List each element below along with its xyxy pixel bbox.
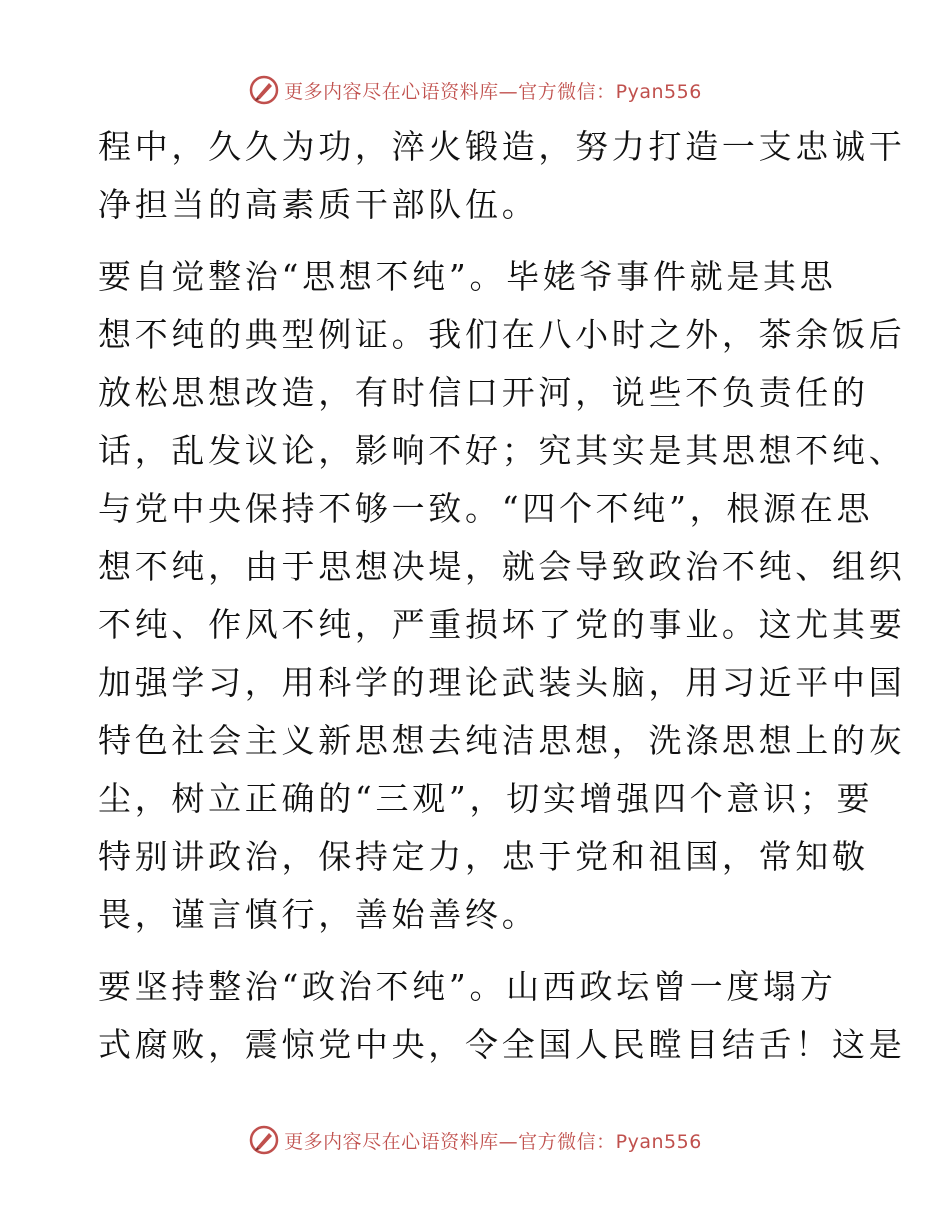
text-line: 净担当的高素质干部队伍。	[98, 185, 539, 224]
text-line: 特色社会主义新思想去纯洁思想，洗涤思想上的灰	[98, 721, 906, 760]
text-line: 放松思想改造，有时信口开河，说些不负责任的	[98, 373, 869, 412]
document-body	[98, 118, 906, 1074]
watermark-header	[0, 70, 950, 110]
watermark-footer	[0, 1120, 950, 1160]
pen-logo-icon	[248, 74, 280, 106]
text-line: 尘，树立正确的“三观”，切实增强四个意识；要	[98, 779, 874, 818]
text-line: 式腐败，震惊党中央，令全国人民瞠目结舌！这是	[98, 1025, 906, 1064]
watermark-text: 更多内容尽在心语资料库—官方微信：Pyan556	[284, 1130, 702, 1153]
paragraph	[98, 958, 906, 1074]
text-line: 特别讲政治，保持定力，忠于党和祖国，常知敬	[98, 837, 869, 876]
text-line: 不纯、作风不纯，严重损坏了党的事业。这尤其要	[98, 605, 906, 644]
text-line: 想不纯的典型例证。我们在八小时之外，茶余饭后	[98, 315, 906, 354]
paragraph	[98, 248, 906, 944]
pen-logo-icon	[248, 1124, 280, 1156]
text-line: 话，乱发议论，影响不好；究其实是其思想不纯、	[98, 431, 906, 470]
text-line: 要自觉整治“思想不纯”。毕姥爷事件就是其思	[98, 257, 837, 296]
text-line: 畏，谨言慎行，善始善终。	[98, 895, 539, 934]
text-line: 与党中央保持不够一致。“四个不纯”，根源在思	[98, 489, 874, 528]
text-line: 要坚持整治“政治不纯”。山西政坛曾一度塌方	[98, 967, 837, 1006]
text-line: 程中，久久为功，淬火锻造，努力打造一支忠诚干	[98, 127, 906, 166]
paragraph	[98, 118, 906, 234]
text-line: 想不纯，由于思想决堤，就会导致政治不纯、组织	[98, 547, 906, 586]
text-line: 加强学习，用科学的理论武装头脑，用习近平中国	[98, 663, 906, 702]
watermark-text: 更多内容尽在心语资料库—官方微信：Pyan556	[284, 80, 702, 103]
